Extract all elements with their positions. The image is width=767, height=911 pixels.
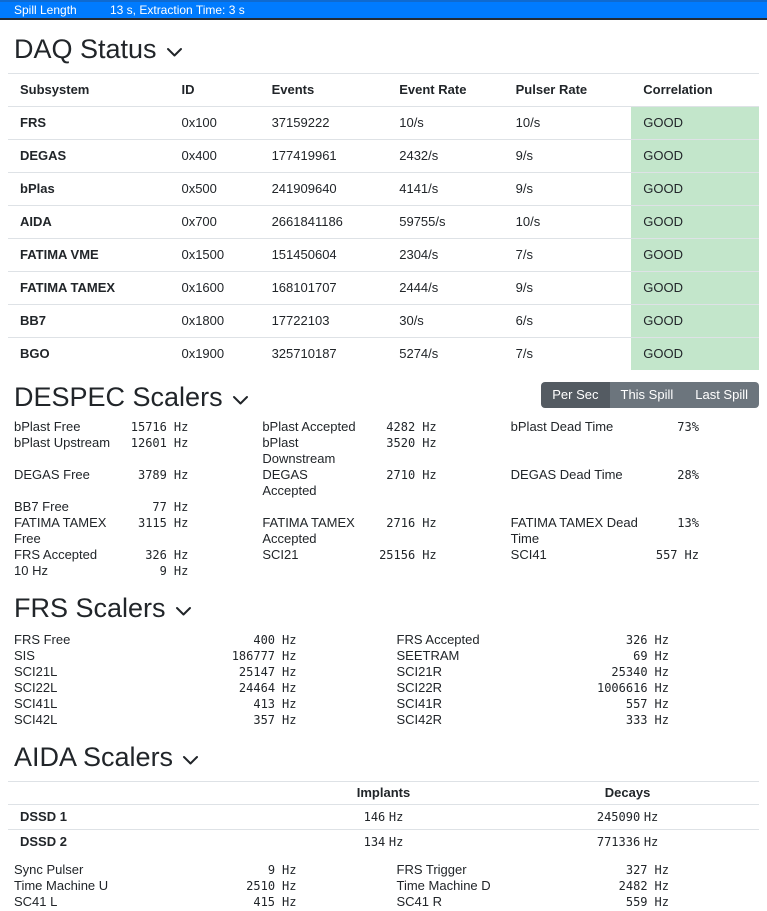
scaler-label: SEETRAM: [396, 648, 460, 663]
subsystem-id: 0x100: [169, 107, 259, 140]
table-row: [8, 272, 759, 305]
scaler-unit: Hz: [643, 810, 659, 824]
scaler-item: [262, 467, 510, 499]
scaler-item: [387, 680, 760, 696]
scaler-unit: Hz: [654, 665, 669, 679]
subsystem-events: 168101707: [260, 272, 388, 305]
scaler-value: 3789: [137, 468, 167, 482]
scaler-value: 2710: [386, 468, 416, 482]
subsystem-pulser-rate: 10/s: [504, 107, 632, 140]
scaler-mode-button-group: [541, 382, 759, 408]
dssd-implants-rate: [271, 830, 496, 855]
scaler-value: 2716: [386, 516, 416, 530]
scaler-unit: Hz: [282, 879, 297, 893]
aida-scalers-title: AIDA Scalers: [14, 742, 174, 772]
subsystem-events: 177419961: [260, 140, 388, 173]
table-row: [8, 338, 759, 371]
scaler-value: 25147: [238, 665, 276, 679]
scaler-item: [262, 547, 510, 563]
scaler-unit: Hz: [282, 681, 297, 695]
scaler-unit: Hz: [173, 420, 189, 434]
scaler-value: 559: [625, 895, 648, 909]
spill-length-label: Spill Length: [14, 3, 77, 17]
scaler-item: [14, 862, 387, 878]
scaler-value: 771336: [596, 835, 641, 849]
scaler-value: 245090: [596, 810, 641, 824]
subsystem-name: BGO: [8, 338, 169, 371]
col-header-correlation: Correlation: [631, 74, 759, 107]
scaler-value: 3520: [386, 436, 416, 450]
scaler-label: SCI21R: [396, 664, 443, 679]
subsystem-name: FRS: [8, 107, 169, 140]
daq-status-title: DAQ Status: [14, 34, 157, 64]
frs-scalers-title: FRS Scalers: [14, 593, 166, 623]
scaler-label: FRS Accepted: [396, 632, 480, 647]
scaler-item-empty: [511, 499, 759, 515]
scaler-item: [14, 712, 387, 728]
scaler-label: FATIMA TAMEX Accepted: [262, 515, 355, 546]
subsystem-pulser-rate: 9/s: [504, 140, 632, 173]
col-header-pulser-rate: Pulser Rate: [504, 74, 632, 107]
scaler-label: FATIMA TAMEX Dead Time: [510, 515, 638, 546]
scaler-value: 415: [253, 895, 276, 909]
scaler-unit: Hz: [422, 436, 437, 450]
scaler-value: 2482: [618, 879, 648, 893]
subsystem-pulser-rate: 7/s: [504, 338, 632, 371]
scaler-unit: Hz: [422, 468, 437, 482]
scaler-unit: Hz: [654, 895, 669, 909]
subsystem-id: 0x1500: [169, 239, 259, 272]
col-header-subsystem: Subsystem: [8, 74, 169, 107]
col-header-event-rate: Event Rate: [387, 74, 503, 107]
scaler-item: [14, 648, 387, 664]
scaler-label: Sync Pulser: [14, 862, 84, 877]
scaler-value: 557: [655, 548, 678, 562]
scaler-item: [387, 648, 760, 664]
scaler-value: 2510: [246, 879, 276, 893]
scaler-value: 413: [253, 697, 276, 711]
subsystem-event-rate: 4141/s: [387, 173, 503, 206]
table-row: [8, 206, 759, 239]
chevron-down-icon: [232, 395, 249, 406]
scaler-value: 4282: [386, 420, 416, 434]
scaler-label: 10 Hz: [14, 563, 48, 578]
subsystem-name: BB7: [8, 305, 169, 338]
scaler-value: 357: [253, 713, 276, 727]
scaler-value: 28: [677, 468, 692, 482]
scaler-item: [511, 515, 759, 547]
subsystem-pulser-rate: 10/s: [504, 206, 632, 239]
scaler-unit: Hz: [173, 500, 189, 514]
subsystem-events: 17722103: [260, 305, 388, 338]
scaler-value: 326: [145, 548, 167, 562]
scaler-label: FRS Free: [14, 632, 71, 647]
scaler-unit: Hz: [173, 516, 189, 530]
subsystem-id: 0x1600: [169, 272, 259, 305]
scaler-label: BB7 Free: [14, 499, 69, 514]
scaler-item: [387, 632, 760, 648]
daq-header-row: [8, 74, 759, 107]
subsystem-name: DEGAS: [8, 140, 169, 173]
scaler-unit: Hz: [173, 564, 189, 578]
scaler-unit: Hz: [282, 633, 297, 647]
scaler-value: 15716: [130, 420, 167, 434]
subsystem-events: 151450604: [260, 239, 388, 272]
scaler-item: [14, 563, 262, 579]
scaler-item-empty: [511, 563, 759, 579]
subsystem-event-rate: 2432/s: [387, 140, 503, 173]
scaler-item: [14, 499, 262, 515]
scaler-value: 557: [625, 697, 648, 711]
scaler-item: [14, 894, 387, 910]
subsystem-events: 241909640: [260, 173, 388, 206]
aida-header-row: [8, 782, 759, 805]
aida-dssd-table: [8, 781, 759, 854]
frs-scalers-section: [0, 593, 767, 728]
despec-scalers-section: [0, 382, 767, 579]
scaler-label: Time Machine D: [396, 878, 491, 893]
scaler-item: [14, 547, 262, 563]
scaler-label: FATIMA TAMEX Free: [14, 515, 107, 546]
col-header-implants: Implants: [271, 782, 496, 805]
scaler-label: DEGAS Dead Time: [510, 467, 623, 482]
scaler-value: 3115: [137, 516, 167, 530]
scaler-value: 186777: [231, 649, 276, 663]
scaler-label: Time Machine U: [14, 878, 109, 893]
scaler-item: [14, 680, 387, 696]
daq-status-section: [0, 34, 767, 370]
despec-scaler-grid: [14, 419, 759, 579]
correlation-status-badge: GOOD: [631, 107, 759, 140]
col-header-blank: [8, 782, 271, 805]
scaler-label: FRS Accepted: [14, 547, 98, 562]
scaler-unit: Hz: [422, 420, 437, 434]
scaler-label: SCI41: [510, 547, 547, 562]
subsystem-id: 0x500: [169, 173, 259, 206]
subsystem-event-rate: 10/s: [387, 107, 503, 140]
last-spill-button[interactable]: Last Spill: [684, 382, 759, 408]
scaler-item: [14, 435, 262, 467]
scaler-item: [14, 515, 262, 547]
scaler-item: [387, 894, 760, 910]
scaler-label: SCI21L: [14, 664, 58, 679]
scaler-item-empty: [262, 563, 510, 579]
frs-scaler-grid: [14, 632, 759, 728]
scaler-label: SCI22L: [14, 680, 58, 695]
scaler-value: 326: [625, 633, 648, 647]
subsystem-id: 0x1900: [169, 338, 259, 371]
scaler-label: SIS: [14, 648, 35, 663]
correlation-status-badge: GOOD: [631, 206, 759, 239]
scaler-item: [262, 435, 510, 467]
scaler-value: 12601: [130, 436, 167, 450]
subsystem-name: FATIMA VME: [8, 239, 169, 272]
scaler-value: 69: [633, 649, 648, 663]
correlation-status-badge: GOOD: [631, 305, 759, 338]
subsystem-id: 0x400: [169, 140, 259, 173]
scaler-value: 25340: [611, 665, 648, 679]
scaler-item: [14, 467, 262, 499]
col-header-id: ID: [169, 74, 259, 107]
scaler-item-empty: [262, 499, 510, 515]
scaler-item-empty: [511, 435, 759, 467]
subsystem-pulser-rate: 7/s: [504, 239, 632, 272]
scaler-unit: %: [691, 516, 699, 530]
scaler-label: SCI21: [262, 547, 299, 562]
subsystem-pulser-rate: 6/s: [504, 305, 632, 338]
scaler-label: SCI22R: [396, 680, 443, 695]
scaler-unit: Hz: [422, 548, 437, 562]
scaler-value: 73: [677, 420, 692, 434]
scaler-label: SC41 R: [396, 894, 443, 909]
subsystem-event-rate: 59755/s: [387, 206, 503, 239]
aida-scalers-section: [0, 742, 767, 910]
subsystem-events: 2661841186: [260, 206, 388, 239]
per-sec-button[interactable]: Per Sec: [541, 382, 609, 408]
scaler-unit: Hz: [282, 713, 297, 727]
table-row: [8, 107, 759, 140]
scaler-unit: Hz: [654, 681, 669, 695]
scaler-value: 13: [677, 516, 692, 530]
subsystem-event-rate: 2304/s: [387, 239, 503, 272]
scaler-unit: Hz: [654, 649, 669, 663]
spill-info-bar: [0, 0, 767, 20]
correlation-status-badge: GOOD: [631, 272, 759, 305]
scaler-unit: Hz: [388, 810, 404, 824]
col-header-decays: Decays: [496, 782, 759, 805]
scaler-label: bPlast Accepted: [262, 419, 356, 434]
correlation-status-badge: GOOD: [631, 338, 759, 371]
scaler-unit: Hz: [654, 697, 669, 711]
scaler-label: SCI41L: [14, 696, 58, 711]
scaler-item: [511, 419, 759, 435]
subsystem-name: AIDA: [8, 206, 169, 239]
subsystem-event-rate: 5274/s: [387, 338, 503, 371]
scaler-value: 134: [363, 835, 386, 849]
daq-status-table: [8, 73, 759, 370]
scaler-unit: Hz: [282, 697, 297, 711]
subsystem-event-rate: 30/s: [387, 305, 503, 338]
scaler-value: 77: [152, 500, 167, 514]
daq-status-heading[interactable]: [14, 34, 753, 65]
scaler-label: bPlast Downstream: [262, 435, 336, 466]
subsystem-id: 0x1800: [169, 305, 259, 338]
scaler-item: [262, 419, 510, 435]
subsystem-pulser-rate: 9/s: [504, 272, 632, 305]
scaler-label: FRS Trigger: [396, 862, 467, 877]
table-row: [8, 830, 759, 855]
scaler-item: [14, 878, 387, 894]
scaler-value: 9: [267, 863, 276, 877]
scaler-unit: Hz: [282, 863, 297, 877]
correlation-status-badge: GOOD: [631, 140, 759, 173]
scaler-unit: Hz: [422, 516, 437, 530]
scaler-value: 25156: [379, 548, 416, 562]
frs-scalers-heading[interactable]: [14, 593, 753, 624]
subsystem-name: bPlas: [8, 173, 169, 206]
scaler-value: 327: [625, 863, 648, 877]
scaler-label: bPlast Dead Time: [510, 419, 614, 434]
scaler-item: [387, 712, 760, 728]
scaler-label: SCI42L: [14, 712, 58, 727]
subsystem-events: 37159222: [260, 107, 388, 140]
scaler-unit: Hz: [388, 835, 404, 849]
scaler-unit: Hz: [173, 436, 189, 450]
scaler-unit: Hz: [173, 468, 189, 482]
table-row: [8, 305, 759, 338]
scaler-item: [14, 632, 387, 648]
scaler-value: 9: [159, 564, 167, 578]
dssd-decays-rate: [496, 805, 759, 830]
dssd-name: DSSD 1: [8, 805, 271, 830]
scaler-item: [387, 664, 760, 680]
dssd-decays-rate: [496, 830, 759, 855]
despec-scalers-heading[interactable]: [14, 382, 249, 413]
scaler-value: 400: [253, 633, 276, 647]
scaler-item: [14, 419, 262, 435]
scaler-unit: Hz: [282, 649, 297, 663]
scaler-unit: %: [691, 420, 699, 434]
subsystem-pulser-rate: 9/s: [504, 173, 632, 206]
scaler-unit: Hz: [654, 879, 669, 893]
scaler-item: [387, 878, 760, 894]
scaler-unit: %: [691, 468, 699, 482]
scaler-label: SCI42R: [396, 712, 443, 727]
dssd-implants-rate: [271, 805, 496, 830]
subsystem-event-rate: 2444/s: [387, 272, 503, 305]
this-spill-button[interactable]: This Spill: [610, 382, 685, 408]
scaler-unit: Hz: [654, 633, 669, 647]
table-row: [8, 173, 759, 206]
scaler-unit: Hz: [643, 835, 659, 849]
correlation-status-badge: GOOD: [631, 239, 759, 272]
dssd-name: DSSD 2: [8, 830, 271, 855]
table-row: [8, 239, 759, 272]
scaler-item: [262, 515, 510, 547]
scaler-unit: Hz: [654, 713, 669, 727]
chevron-down-icon: [166, 47, 183, 58]
table-row: [8, 805, 759, 830]
scaler-value: 24464: [238, 681, 276, 695]
correlation-status-badge: GOOD: [631, 173, 759, 206]
scaler-item: [511, 467, 759, 499]
scaler-item: [14, 664, 387, 680]
scaler-unit: Hz: [282, 895, 297, 909]
subsystem-id: 0x700: [169, 206, 259, 239]
aida-scalers-heading[interactable]: [14, 742, 753, 773]
scaler-label: bPlast Upstream: [14, 435, 111, 450]
scaler-unit: Hz: [173, 548, 189, 562]
scaler-label: DEGAS Free: [14, 467, 90, 482]
despec-scalers-title: DESPEC Scalers: [14, 382, 223, 412]
scaler-label: DEGAS Accepted: [262, 467, 317, 498]
scaler-unit: Hz: [282, 665, 297, 679]
subsystem-events: 325710187: [260, 338, 388, 371]
scaler-value: 146: [363, 810, 386, 824]
aida-scaler-grid: [14, 862, 759, 910]
scaler-item: [14, 696, 387, 712]
table-row: [8, 140, 759, 173]
scaler-label: SCI41R: [396, 696, 443, 711]
scaler-item: [387, 862, 760, 878]
scaler-unit: Hz: [654, 863, 669, 877]
chevron-down-icon: [182, 755, 199, 766]
chevron-down-icon: [175, 606, 192, 617]
scaler-value: 333: [625, 713, 648, 727]
col-header-events: Events: [260, 74, 388, 107]
spill-length-value: 13 s, Extraction Time: 3 s: [110, 3, 245, 17]
scaler-item: [511, 547, 759, 563]
scaler-label: bPlast Free: [14, 419, 81, 434]
scaler-value: 1006616: [596, 681, 648, 695]
scaler-unit: Hz: [684, 548, 699, 562]
scaler-item: [387, 696, 760, 712]
subsystem-name: FATIMA TAMEX: [8, 272, 169, 305]
scaler-label: SC41 L: [14, 894, 58, 909]
